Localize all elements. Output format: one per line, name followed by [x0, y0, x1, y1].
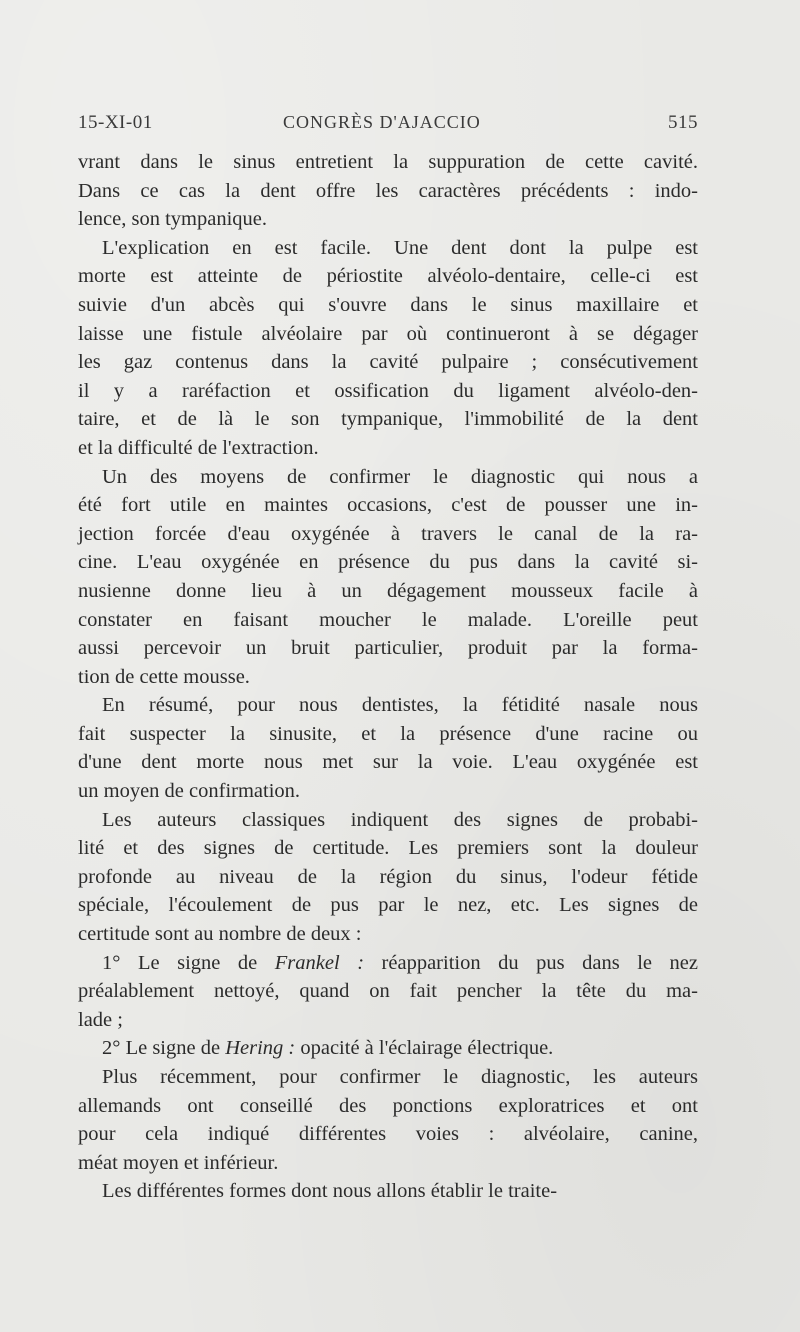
text-line: préalablement nettoyé, quand on fait pencher la tête du ma- — [78, 980, 698, 1003]
text-line: suivie d'un abcès qui s'ouvre dans le sinus maxillaire et — [78, 293, 698, 316]
text-line: fait suspecter la sinusite, et la présence d'une racine ou — [78, 722, 698, 745]
text-line: profonde au niveau de la région du sinus, l'odeur fétide — [78, 865, 698, 888]
text-line: pour cela indiqué différentes voies : alvéolaire, canine, — [78, 1123, 698, 1146]
text-line: aussi percevoir un bruit particulier, produit par la forma- — [78, 637, 698, 660]
paragraph — [78, 949, 698, 1035]
page-number: 515 — [668, 112, 698, 133]
text-line: taire, et de là le son tympanique, l'immobilité de la dent — [78, 408, 698, 431]
text-line: lade ; — [78, 1008, 123, 1031]
body-text — [78, 148, 698, 1206]
header-date: 15-XI-01 — [78, 112, 153, 133]
text-line: les gaz contenus dans la cavité pulpaire ; consécutivement — [78, 351, 698, 374]
text-line: vrant dans le sinus entretient la suppuration de cette cavité. — [78, 151, 698, 173]
header-title: CONGRÈS D'AJACCIO — [283, 112, 481, 132]
paragraph — [78, 691, 698, 805]
text-line: un moyen de confirmation. — [78, 780, 301, 803]
text-line: et la difficulté de l'extraction. — [78, 436, 319, 459]
italic-name: Frankel : — [274, 951, 365, 974]
running-head — [78, 112, 698, 142]
text-line: 2° Le signe de Hering : opacité à l'éclairage électrique. — [102, 1037, 554, 1060]
text-line: morte est atteinte de périostite alvéolo-dentaire, celle-ci est — [78, 265, 698, 288]
text-line: spéciale, l'écoulement de pus par le nez, etc. Les signes de — [78, 894, 698, 917]
text-line: lité et des signes de certitude. Les premiers sont la douleur — [78, 837, 698, 860]
text-line: laisse une fistule alvéolaire par où continueront à se dégager — [78, 322, 698, 345]
text-line: d'une dent morte nous met sur la voie. L'eau oxygénée est — [78, 751, 698, 774]
text-line: jection forcée d'eau oxygénée à travers le canal de la ra- — [78, 522, 698, 545]
text-line: été fort utile en maintes occasions, c'est de pousser une in- — [78, 494, 698, 517]
text-line: cine. L'eau oxygénée en présence du pus dans la cavité si- — [78, 551, 698, 574]
italic-name: Hering : — [225, 1037, 296, 1060]
text-line: allemands ont conseillé des ponctions exploratrices et ont — [78, 1094, 698, 1117]
paragraph — [78, 1063, 698, 1177]
text-line: lence, son tympanique. — [78, 208, 268, 231]
text-line: certitude sont au nombre de deux : — [78, 923, 362, 946]
text-line: L'explication en est facile. Une dent dont la pulpe est — [102, 236, 698, 259]
text-line: Les auteurs classiques indiquent des signes de probabi- — [102, 808, 698, 831]
text-line: En résumé, pour nous dentistes, la fétidité nasale nous — [102, 694, 698, 717]
paragraph — [78, 148, 698, 234]
text-line: méat moyen et inférieur. — [78, 1151, 279, 1174]
text-line: il y a raréfaction et ossification du ligament alvéolo-den- — [78, 379, 698, 402]
text-line: Un des moyens de confirmer le diagnostic qui nous a — [102, 465, 698, 488]
text-line: Dans ce cas la dent offre les caractères précédents : indo- — [78, 179, 698, 202]
paragraph — [78, 1177, 698, 1206]
text-line: 1° Le signe de Frankel : réapparition du pus dans le nez — [102, 951, 698, 974]
paragraph — [78, 1034, 698, 1063]
text-line: Plus récemment, pour confirmer le diagnostic, les auteurs — [102, 1066, 698, 1088]
paragraph — [78, 463, 698, 692]
text-line: nusienne donne lieu à un dégagement mousseux facile à — [78, 579, 698, 602]
paragraph — [78, 234, 698, 463]
text-line: tion de cette mousse. — [78, 665, 250, 688]
text-line: Les différentes formes dont nous allons établir le traite- — [102, 1180, 558, 1203]
paragraph — [78, 806, 698, 949]
text-line: constater en faisant moucher le malade. L'oreille peut — [78, 608, 698, 631]
